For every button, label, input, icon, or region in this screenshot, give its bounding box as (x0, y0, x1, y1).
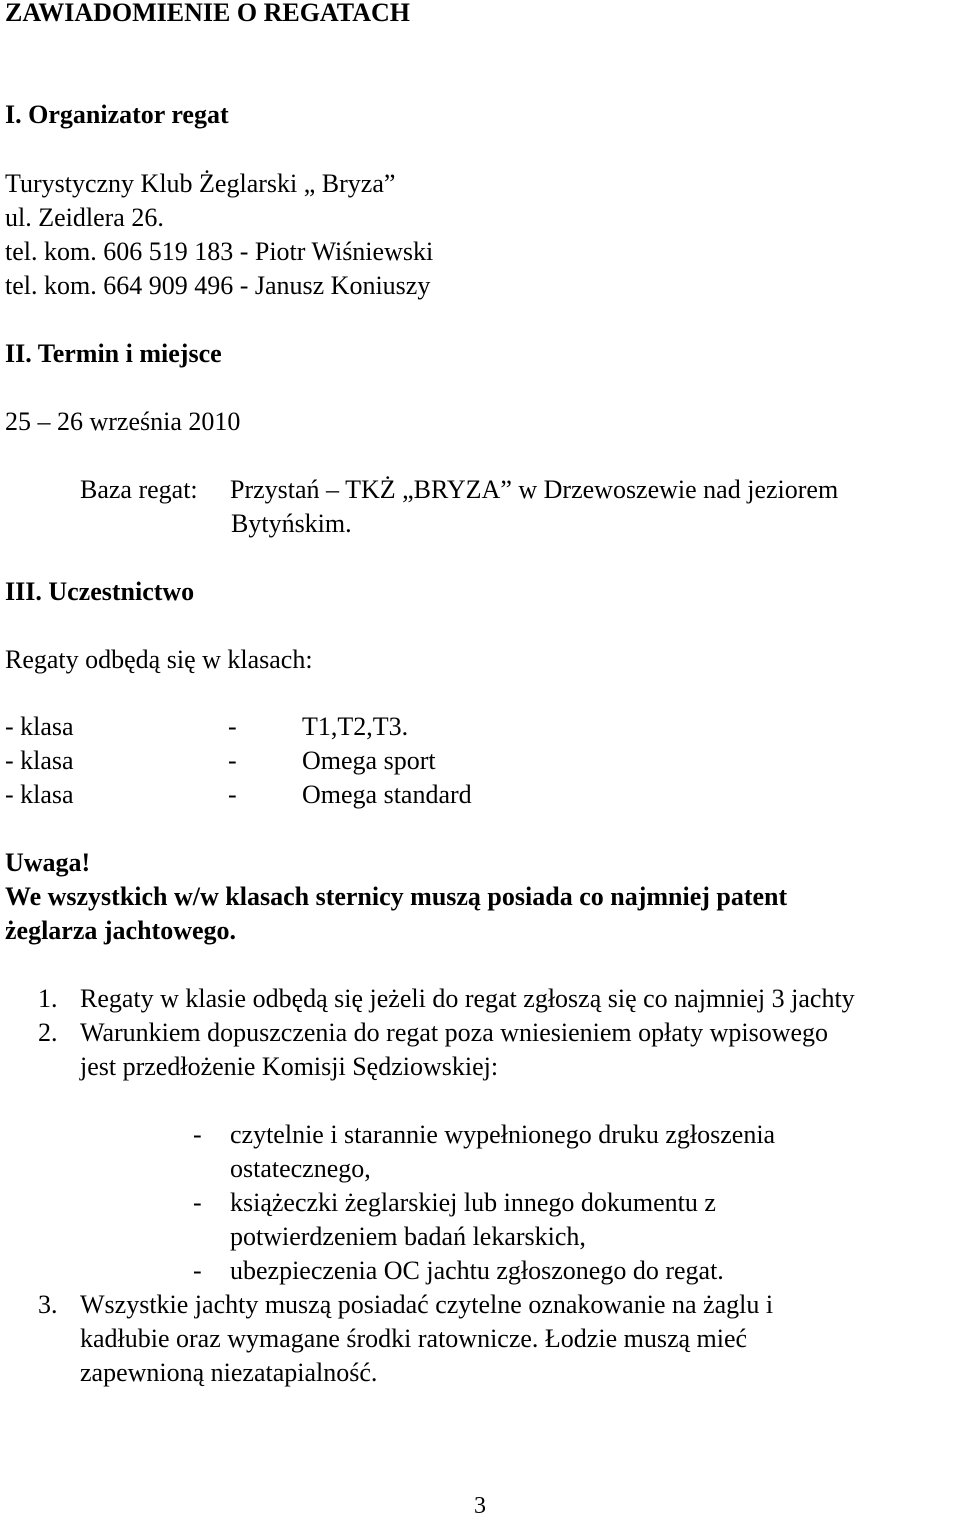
class-dash: - (228, 712, 237, 741)
item-text: zapewnioną niezatapialność. (80, 1358, 378, 1387)
class-label: - klasa (5, 746, 74, 775)
note-title: Uwaga! (5, 848, 91, 877)
item-text: kadłubie oraz wymagane środki ratownicze. Łodzie muszą mieć (80, 1324, 748, 1353)
class-name: Omega standard (302, 780, 472, 809)
doc-text: ubezpieczenia OC jachtu zgłoszonego do regat. (230, 1256, 724, 1285)
class-name: Omega sport (302, 746, 436, 775)
organizer-phone-2: tel. kom. 664 909 496 - Janusz Koniuszy (5, 271, 431, 300)
note-line-1: We wszystkich w/w klasach sternicy muszą posiada co najmniej patent (5, 882, 788, 911)
note-line-2: żeglarza jachtowego. (5, 916, 237, 945)
doc-text: książeczki żeglarskiej lub innego dokumentu z (230, 1188, 716, 1217)
item-number: 1. (38, 984, 58, 1013)
section-3-heading: III. Uczestnictwo (5, 577, 195, 606)
item-text: jest przedłożenie Komisji Sędziowskiej: (80, 1052, 499, 1081)
organizer-address: ul. Zeidlera 26. (5, 203, 164, 232)
item-text: Regaty w klasie odbędą się jeżeli do regat zgłoszą się co najmniej 3 jachty (80, 984, 855, 1013)
class-label: - klasa (5, 780, 74, 809)
base-label: Baza regat: (80, 475, 198, 504)
page-number: 3 (474, 1493, 486, 1519)
section-2-heading: II. Termin i miejsce (5, 339, 222, 368)
doc-text: potwierdzeniem badań lekarskich, (230, 1222, 586, 1251)
class-label: - klasa (5, 712, 74, 741)
event-date: 25 – 26 września 2010 (5, 407, 241, 436)
class-dash: - (228, 746, 237, 775)
classes-intro: Regaty odbędą się w klasach: (5, 645, 313, 674)
doc-text: ostatecznego, (230, 1154, 371, 1183)
doc-dash: - (193, 1120, 202, 1149)
doc-dash: - (193, 1256, 202, 1285)
document-title: ZAWIADOMIENIE O REGATACH (5, 0, 410, 27)
class-name: T1,T2,T3. (302, 712, 409, 741)
organizer-phone-1: tel. kom. 606 519 183 - Piotr Wiśniewski (5, 237, 434, 266)
organizer-name: Turystyczny Klub Żeglarski „ Bryza” (5, 169, 396, 198)
item-number: 3. (38, 1290, 58, 1319)
base-location-line-2: Bytyńskim. (231, 509, 352, 538)
item-text: Wszystkie jachty muszą posiadać czytelne oznakowanie na żaglu i (80, 1290, 774, 1319)
base-location-line-1: Przystań – TKŻ „BRYZA” w Drzewoszewie nad jeziorem (230, 475, 839, 504)
class-dash: - (228, 780, 237, 809)
item-number: 2. (38, 1018, 58, 1047)
section-1-heading: I. Organizator regat (5, 100, 229, 129)
doc-text: czytelnie i starannie wypełnionego druku zgłoszenia (230, 1120, 776, 1149)
item-text: Warunkiem dopuszczenia do regat poza wniesieniem opłaty wpisowego (80, 1018, 829, 1047)
doc-dash: - (193, 1188, 202, 1217)
